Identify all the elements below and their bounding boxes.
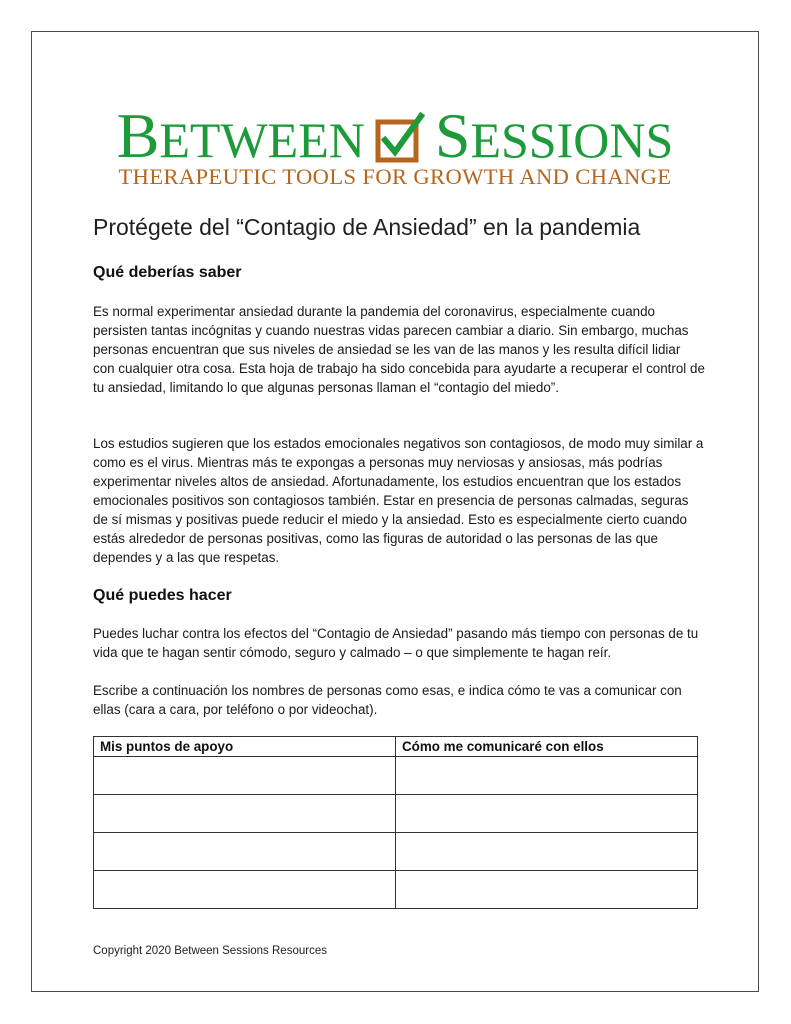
logo-word-between — [116, 100, 365, 171]
table-row — [94, 871, 698, 909]
table-cell-support-person[interactable] — [94, 795, 396, 833]
page-title: Protégete del “Contagio de Ansiedad” en la pandemia — [93, 214, 641, 240]
logo-word-sessions-rest: ESSIONS — [470, 112, 674, 168]
table-cell-support-person[interactable] — [94, 871, 396, 909]
table-cell-communication[interactable] — [396, 757, 698, 795]
paragraph-studies: Los estudios sugieren que los estados emocionales negativos son contagiosos, de modo muy similar a como es el virus. Mientras más te expongas a personas muy nerviosas y ansiosas, más podrías experimentar niveles altos de ansiedad. Afortunadamente, los estudios encuentran que los estados emocionales positivos son contagiosos también. Estar en presencia de personas calmadas, seguras de sí mismas y positivas puede reducir el miedo y la ansiedad. Esto es especialmente cierto cuando estás alrededor de personas positivas, como las figuras de autoridad o las personas de las que dependes y a las que respetas. — [93, 436, 704, 565]
section-heading-what-to-know: Qué deberías saber — [93, 264, 242, 281]
table-row — [94, 833, 698, 871]
support-table — [93, 736, 698, 909]
logo-word-between-rest: ETWEEN — [159, 112, 365, 168]
logo-word-between-initial: B — [116, 100, 160, 171]
logo-word-sessions — [434, 100, 674, 171]
table-cell-support-person[interactable] — [94, 757, 396, 795]
logo-wordmark — [100, 100, 690, 171]
table-row — [94, 757, 698, 795]
column-header-communication: Cómo me comunicaré con ellos — [396, 737, 698, 757]
column-header-support-people: Mis puntos de apoyo — [94, 737, 396, 757]
logo-word-sessions-initial: S — [434, 100, 471, 171]
between-sessions-logo — [100, 100, 690, 190]
section-heading-what-to-do: Qué puedes hacer — [93, 587, 232, 604]
table-row — [94, 795, 698, 833]
paragraph-write-names: Escribe a continuación los nombres de personas como esas, e indica cómo te vas a comunicar con ellas (cara a cara, por teléfono o por videochat). — [93, 683, 682, 717]
logo-tagline: THERAPEUTIC TOOLS FOR GROWTH AND CHANGE — [118, 164, 672, 189]
copyright-footer: Copyright 2020 Between Sessions Resources — [93, 945, 327, 957]
table-cell-communication[interactable] — [396, 833, 698, 871]
table-cell-communication[interactable] — [396, 795, 698, 833]
table-cell-communication[interactable] — [396, 871, 698, 909]
checkbox-checked-icon — [375, 112, 425, 164]
table-cell-support-person[interactable] — [94, 833, 396, 871]
paragraph-intro: Es normal experimentar ansiedad durante la pandemia del coronavirus, especialmente cuando persisten tantas incógnitas y cuando nuestras vidas parecen cambiar a diario. Sin embargo, muchas personas encuentran que sus niveles de ansiedad se les van de las manos y les resulta difícil lidiar con cualquier otra cosa. Esta hoja de trabajo ha sido concebida para ayudarte a recuperar el control de tu ansiedad, limitando lo que algunas personas llaman el “contagio del miedo”. — [93, 304, 705, 395]
table-header-row — [94, 737, 698, 757]
paragraph-fight-contagion: Puedes luchar contra los efectos del “Contagio de Ansiedad” pasando más tiempo con personas de tu vida que te hagan sentir cómodo, seguro y calmado – o que simplemente te hagan reír. — [93, 626, 699, 660]
